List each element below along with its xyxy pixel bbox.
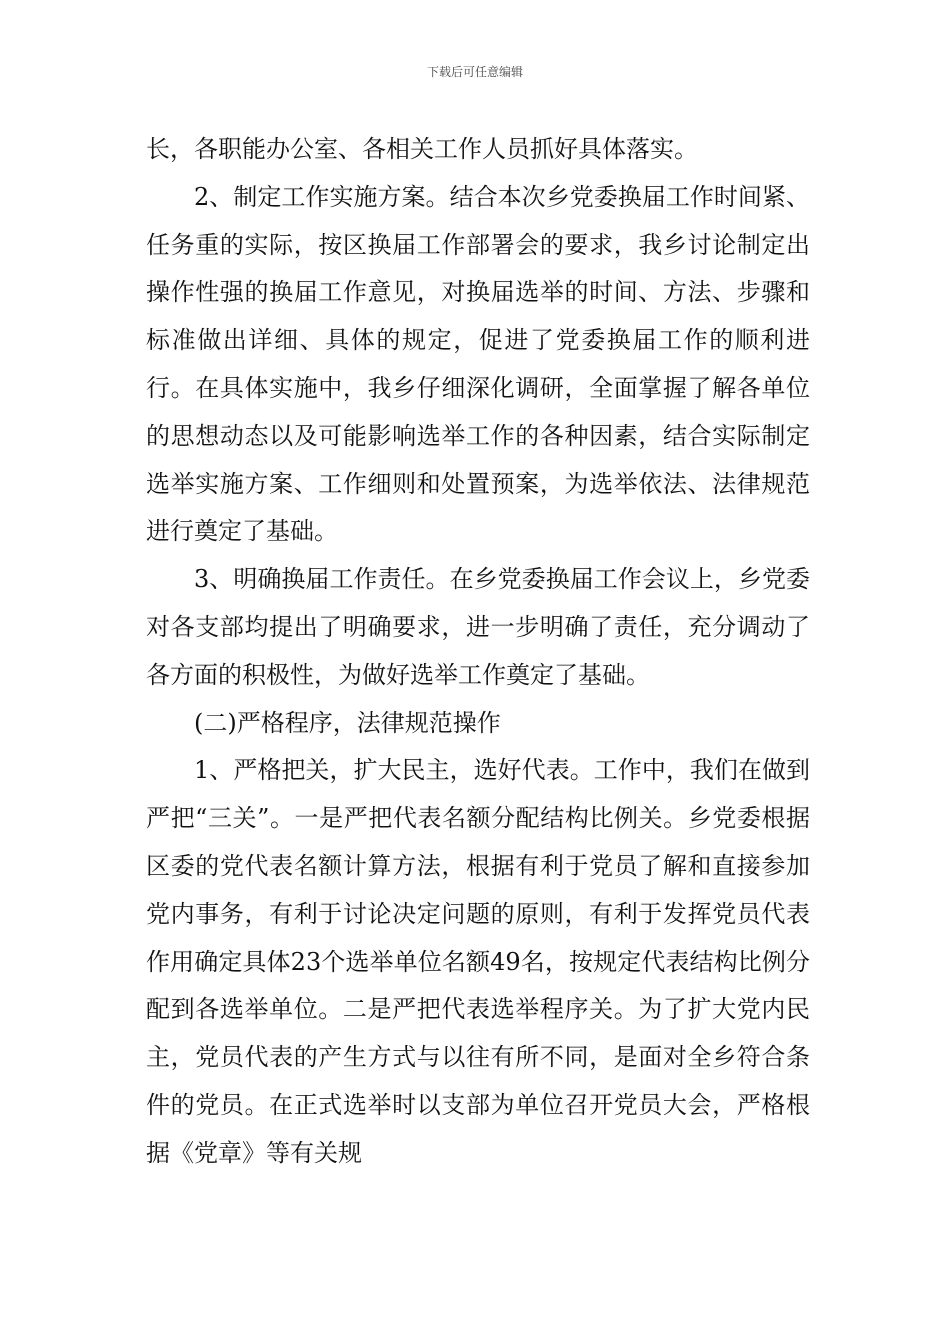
page-header: 下载后可任意编辑 <box>426 65 523 79</box>
section-heading: (二)严格程序，法律规范操作 <box>194 708 501 737</box>
paragraph-responsibility: 3、明确换届工作责任。在乡党委换届工作会议上，乡党委对各支部均提出了明确要求，进一步明确了责任，充分调动了各方面的积极性，为做好选举工作奠定了基础。 <box>146 565 810 689</box>
paragraph-implementation-plan: 2、制定工作实施方案。结合本次乡党委换届工作时间紧、任务重的实际，按区换届工作部署会的要求，我乡讨论制定出操作性强的换届工作意见，对换届选举的时间、方法、步骤和标准做出详细、具体的规定，促进了党委换届工作的顺利进行。在具体实施中，我乡仔细深化调研，全面掌握了解各单位的思想动态以及可能影响选举工作的各种因素，结合实际制定选举实施方案、工作细则和处置预案，为选举依法、法律规范进行奠定了基础。 <box>146 182 810 546</box>
paragraph-continuation: 长，各职能办公室、各相关工作人员抓好具体落实。 <box>146 135 698 163</box>
document-body <box>146 126 810 1178</box>
paragraph-strict-control: 1、严格把关，扩大民主，选好代表。工作中，我们在做到严把“三关”。一是严把代表名额分配结构比例关。乡党委根据区委的党代表名额计算方法，根据有利于党员了解和直接参加党内事务，有利于讨论决定问题的原则，有利于发挥党员代表作用确定具体23个选举单位名额49名，按规定代表结构比例分配到各选举单位。二是严把代表选举程序关。为了扩大党内民主，党员代表的产生方式与以往有所不同，是面对全乡符合条件的党员。在正式选举时以支部为单位召开党员大会，严格根据《党章》等有关规 <box>146 756 810 1167</box>
